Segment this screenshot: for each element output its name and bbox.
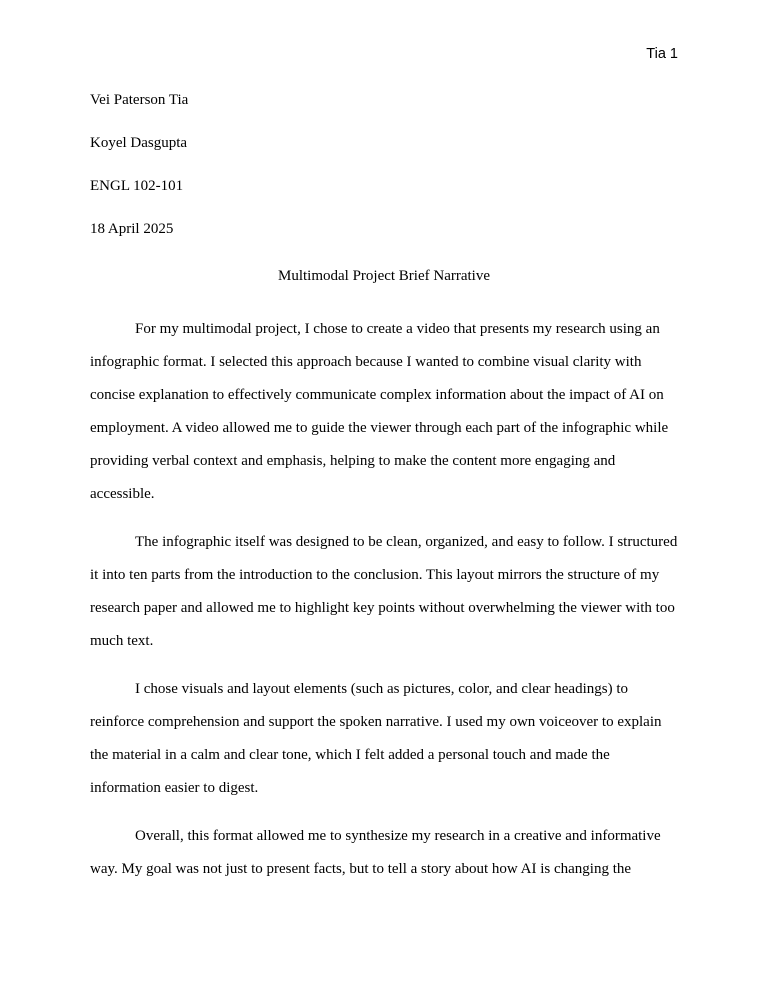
- running-head-page-number: Tia 1: [646, 46, 678, 62]
- instructor-name: Koyel Dasgupta: [90, 135, 188, 151]
- body-paragraph-2: The infographic itself was designed to be clean, organized, and easy to follow. I structured it into ten parts from the introduction to the conclusion. This layout mirrors the structure of my research paper and allowed me to highlight key points without overwhelming the viewer with too much text.: [90, 534, 678, 649]
- essay-title: Multimodal Project Brief Narrative: [277, 268, 491, 284]
- author-name: Vei Paterson Tia: [90, 92, 189, 108]
- date-line: 18 April 2025: [90, 221, 174, 237]
- document-content: [90, 84, 678, 901]
- body-paragraph-4: Overall, this format allowed me to synthesize my research in a creative and informative way. My goal was not just to present facts, but to tell a story about how AI is changing the: [90, 828, 661, 877]
- course-number: ENGL 102-101: [90, 178, 184, 194]
- body-paragraph-1: For my multimodal project, I chose to create a video that presents my research using an infographic format. I selected this approach because I wanted to combine visual clarity with concise explanation to effectively communicate complex information about the impact of AI on employment. A video allowed me to guide the viewer through each part of the infographic while providing verbal context and emphasis, helping to make the content more engaging and accessible.: [90, 321, 669, 502]
- body-paragraph-3: I chose visuals and layout elements (such as pictures, color, and clear headings) to reinforce comprehension and support the spoken narrative. I used my own voiceover to explain the material in a calm and clear tone, which I felt added a personal touch and made the information easier to digest.: [90, 681, 662, 796]
